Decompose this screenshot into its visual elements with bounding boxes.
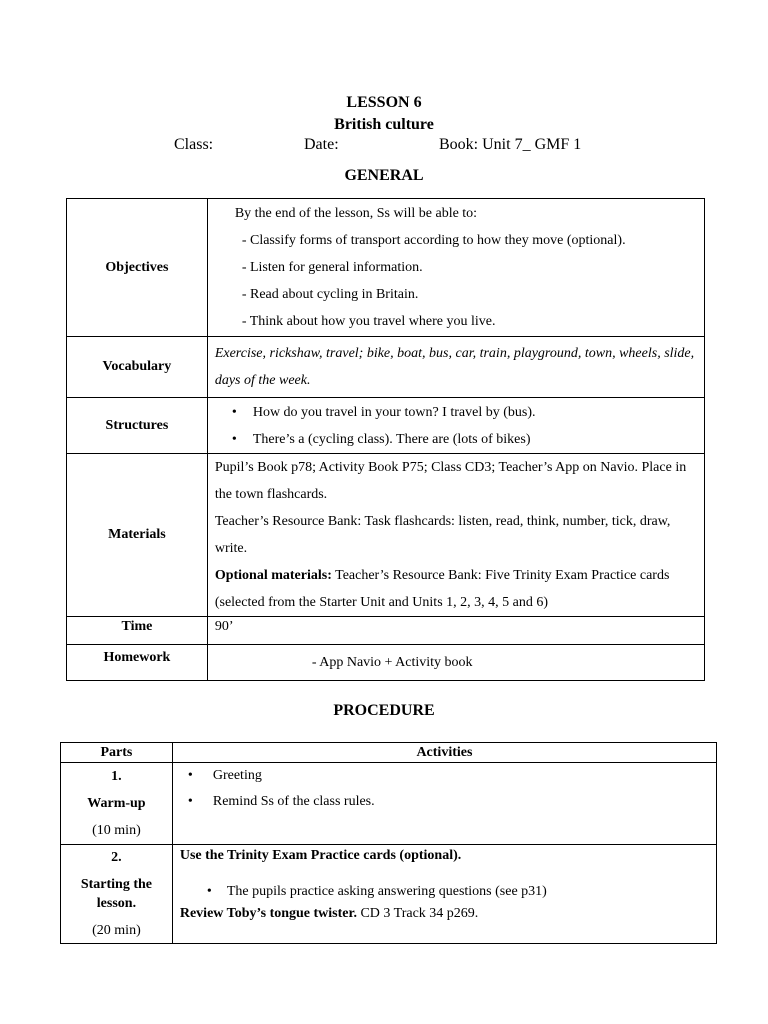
vocabulary-label: Vocabulary: [67, 337, 208, 398]
optional-label: Optional materials:: [214, 568, 332, 583]
lesson-title: LESSON 6: [346, 94, 422, 111]
structure-item: • There’s a (cycling class). There are (lots of bikes): [208, 426, 704, 453]
part-duration: (10 min): [92, 823, 141, 838]
col-activities: Activities: [172, 743, 716, 763]
activity-review: [180, 903, 716, 925]
general-table: [66, 198, 705, 681]
book-label: Book: Unit 7_ GMF 1: [439, 136, 582, 153]
objectives-label: Objectives: [67, 199, 208, 337]
class-label: Class:: [174, 136, 214, 153]
objectives-cell: [207, 199, 704, 337]
structures-label: Structures: [67, 398, 208, 454]
homework-value: - App Navio + Activity book: [207, 645, 704, 681]
activity-heading: Use the Trinity Exam Practice cards (optional).: [179, 848, 462, 863]
vocabulary-text: Exercise, rickshaw, travel; bike, boat, bus, car, train, playground, town, wheels, slide, days of the week.: [207, 337, 704, 398]
objective-item: - Read about cycling in Britain.: [241, 287, 419, 302]
objective-item: - Listen for general information.: [241, 260, 423, 275]
homework-label: Homework: [67, 645, 208, 681]
activities-list: [173, 763, 716, 815]
objective-item: - Classify forms of transport according to how they move (optional).: [241, 233, 626, 248]
col-parts: Parts: [61, 743, 173, 763]
activities-list: [180, 881, 716, 903]
time-value: 90’: [207, 617, 704, 645]
objective-item: - Think about how you travel where you live.: [241, 314, 496, 329]
materials-line-1: Pupil’s Book p78; Activity Book P75; Class CD3; Teacher’s App on Navio. Place in the town flashcards.: [214, 460, 687, 502]
procedure-header-row: [61, 743, 717, 763]
part-name: Starting the lesson.: [80, 877, 153, 911]
structure-item: • How do you travel in your town? I travel by (bus).: [208, 399, 704, 426]
materials-label: Materials: [67, 454, 208, 617]
part-cell: [61, 763, 173, 845]
structures-row: [67, 398, 705, 454]
optional-text: Teacher’s Resource Bank: Five Trinity Exam Practice cards (selected from the Starter Unit and Units 1, 2, 3, 4, 5 and 6): [214, 568, 670, 610]
activity-item: • Remind Ss of the class rules.: [173, 789, 716, 815]
time-label: Time: [67, 617, 208, 645]
activities-cell: [172, 763, 716, 845]
objectives-row: [67, 199, 705, 337]
materials-optional: [215, 562, 704, 616]
lesson-topic: British culture: [334, 116, 434, 133]
activity-item: • Greeting: [173, 763, 716, 789]
vocabulary-row: [67, 337, 705, 398]
structures-cell: [207, 398, 704, 454]
procedure-row: [61, 845, 717, 944]
activities-cell: [172, 845, 716, 944]
procedure-row: [61, 763, 717, 845]
activity-item: • The pupils practice asking answering questions (see p31): [206, 884, 547, 899]
materials-row: [67, 454, 705, 617]
materials-cell: [207, 454, 704, 617]
review-text: CD 3 Track 34 p269.: [356, 906, 479, 921]
part-duration: (20 min): [92, 923, 141, 938]
materials-line-2: Teacher’s Resource Bank: Task flashcards: listen, read, think, number, tick, draw, write.: [214, 514, 671, 556]
review-label: Review Toby’s tongue twister.: [179, 906, 357, 921]
part-name: Warm-up: [87, 796, 146, 811]
part-number: 1.: [111, 769, 122, 784]
time-row: [67, 617, 705, 645]
part-cell: [61, 845, 173, 944]
structures-list: [208, 399, 704, 453]
general-heading: GENERAL: [344, 167, 424, 184]
homework-row: [67, 645, 705, 681]
procedure-table: [60, 742, 717, 944]
date-label: Date:: [304, 136, 339, 153]
part-number: 2.: [111, 850, 122, 865]
procedure-heading: PROCEDURE: [333, 702, 435, 719]
objectives-intro: By the end of the lesson, Ss will be able to:: [234, 206, 478, 221]
